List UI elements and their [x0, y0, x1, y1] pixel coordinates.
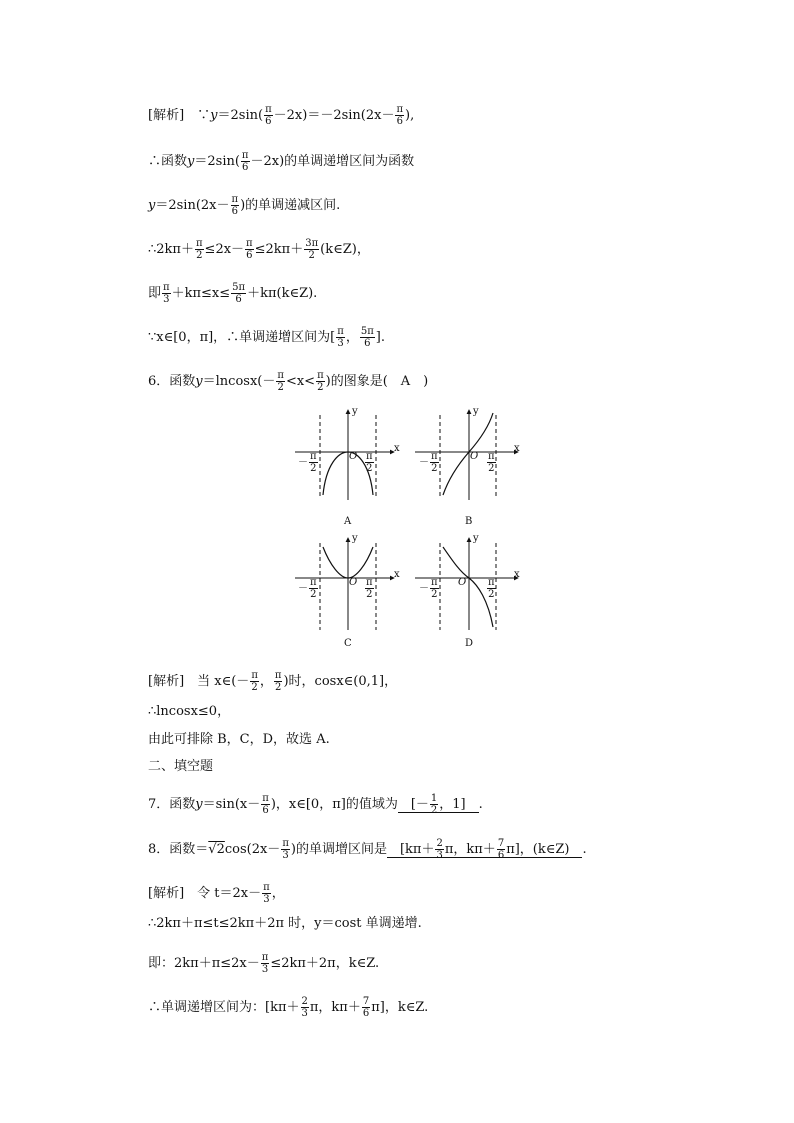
neg-pi-2-label: － $\frac{\pi}{2}$ — [298, 451, 317, 474]
neg-pi-2-label: － $\frac{\pi}{2}$ — [419, 451, 438, 474]
fraction: $\frac{\pi}{3}$ — [163, 282, 170, 305]
analysis-line-4: ∴2kπ＋ $\frac{\pi}{2}$ ≤2x－ $\frac{\pi}{6}$ ≤2kπ＋ $\frac{3\pi}{2}$ (k∈Z)， — [148, 238, 370, 261]
pi-2-label: $\frac{\pi}{2}$ — [366, 451, 373, 474]
pi-2-label: $\frac{\pi}{2}$ — [488, 451, 495, 474]
fraction: $\frac{2}{3}$ — [301, 996, 308, 1019]
text: y — [210, 108, 218, 123]
fraction: $\frac{\pi}{6}$ — [396, 104, 404, 127]
y-axis-label: y — [352, 406, 358, 417]
solution-8-line-1: [解析] 令 t＝2x－ $\frac{\pi}{3}$ ， — [148, 882, 285, 905]
caption-c: C — [344, 638, 352, 649]
answer-7: [－ $\frac{1}{2}$ ，1] — [398, 797, 479, 813]
origin-label: O — [458, 577, 467, 588]
y-axis-label: y — [352, 533, 358, 544]
analysis-line-6: ∵x∈[0，π]，∴单调递增区间为[ $\frac{\pi}{3}$ ， $\frac{5\pi}{6}$ ]. — [148, 326, 386, 349]
fraction: $\frac{\pi}{6}$ — [241, 150, 249, 173]
analysis-line-1 — [148, 104, 414, 127]
fraction: $\frac{\pi}{3}$ — [282, 838, 289, 861]
fraction: $\frac{5\pi}{6}$ — [232, 282, 246, 305]
pi-2-label: $\frac{\pi}{2}$ — [488, 577, 495, 600]
text: ), — [405, 108, 415, 123]
question-6: 6．函数y＝lncosx(－ $\frac{\pi}{2}$ <x< $\frac{\pi}{2}$ )的图象是( A ) — [148, 370, 429, 393]
fraction: $\frac{\pi}{3}$ — [263, 882, 270, 905]
text: ＝2sin( — [217, 108, 264, 123]
fraction: $\frac{\pi}{2}$ — [317, 370, 324, 393]
graph-figures — [290, 405, 530, 655]
solution-8-line-4: ∴单调递增区间为：[kπ＋ $\frac{2}{3}$ π，kπ＋ $\frac{7}{6}$ π]，k∈Z. — [148, 996, 429, 1019]
fraction: $\frac{\pi}{2}$ — [195, 238, 203, 261]
question-8: 8．函数＝√2cos(2x－ $\frac{\pi}{3}$ )的单调增区间是 [kπ＋ $\frac{2}{3}$ π，kπ＋ $\frac{7}{6}$ π]，(k∈Z) . — [148, 838, 587, 861]
pi-2-label: $\frac{\pi}{2}$ — [366, 577, 373, 600]
caption-b: B — [465, 516, 473, 527]
question-7: 7．函数y＝sin(x－ $\frac{\pi}{6}$ )，x∈[0，π]的值域为 [－ $\frac{1}{2}$ ，1] . — [148, 793, 483, 816]
origin-label: O — [349, 451, 358, 462]
answer-8: [kπ＋ $\frac{2}{3}$ π，kπ＋ $\frac{7}{6}$ π]，(k∈Z) — [387, 842, 583, 858]
fraction: $\frac{\pi}{6}$ — [265, 104, 272, 127]
solution-8-line-3: 即：2kπ＋π≤2x－ $\frac{\pi}{3}$ ≤2kπ＋2π，k∈Z. — [148, 952, 380, 975]
analysis-line-2: ∴函数y＝2sin( $\frac{\pi}{6}$ －2x)的单调递增区间为函数 — [148, 150, 415, 173]
x-axis-label: x — [394, 443, 400, 454]
fraction: $\frac{\pi}{2}$ — [274, 670, 282, 693]
solution-6-line-1: [解析] 当 x∈(－ $\frac{\pi}{2}$ ， $\frac{\pi}{2}$ )时，cosx∈(0,1]， — [148, 670, 398, 693]
x-axis-label: x — [514, 569, 520, 580]
y-axis-label: y — [473, 533, 479, 544]
origin-label: O — [349, 577, 358, 588]
solution-6-line-3: 由此可排除 B，C，D，故选 A. — [148, 732, 330, 747]
analysis-line-5: 即 $\frac{\pi}{3}$ ＋kπ≤x≤ $\frac{5\pi}{6}$ ＋kπ(k∈Z). — [148, 282, 318, 305]
x-axis-label: x — [514, 443, 520, 454]
text: －2x)＝－2sin(2x－ — [273, 108, 395, 123]
fraction: $\frac{\pi}{2}$ — [251, 670, 258, 693]
fraction: $\frac{\pi}{6}$ — [231, 194, 239, 217]
fraction: $\frac{\pi}{6}$ — [246, 238, 253, 261]
caption-a: A — [344, 516, 352, 527]
solution-6-line-2: ∴lncosx≤0， — [148, 704, 231, 719]
fraction: $\frac{\pi}{6}$ — [262, 793, 269, 816]
solution-8-line-2: ∴2kπ＋π≤t≤2kπ＋2π 时，y＝cost 单调递增. — [148, 916, 422, 931]
y-axis-label: y — [473, 406, 479, 417]
text: [解析] ∵ — [148, 108, 211, 123]
origin-label: O — [470, 451, 479, 462]
fraction: $\frac{3\pi}{2}$ — [305, 238, 319, 261]
fraction: $\frac{\pi}{2}$ — [277, 370, 284, 393]
fraction: $\frac{7}{6}$ — [362, 996, 370, 1019]
neg-pi-2-label: － $\frac{\pi}{2}$ — [298, 577, 317, 600]
analysis-line-3: y＝2sin(2x－ $\frac{\pi}{6}$ )的单调递减区间. — [148, 194, 341, 217]
fraction: $\frac{\pi}{3}$ — [337, 326, 344, 349]
caption-d: D — [465, 638, 474, 649]
fraction: $\frac{\pi}{3}$ — [261, 952, 269, 975]
section-heading: 二、填空题 — [148, 759, 214, 774]
fraction: $\frac{5\pi}{6}$ — [360, 326, 374, 349]
neg-pi-2-label: － $\frac{\pi}{2}$ — [419, 577, 438, 600]
x-axis-label: x — [394, 569, 400, 580]
